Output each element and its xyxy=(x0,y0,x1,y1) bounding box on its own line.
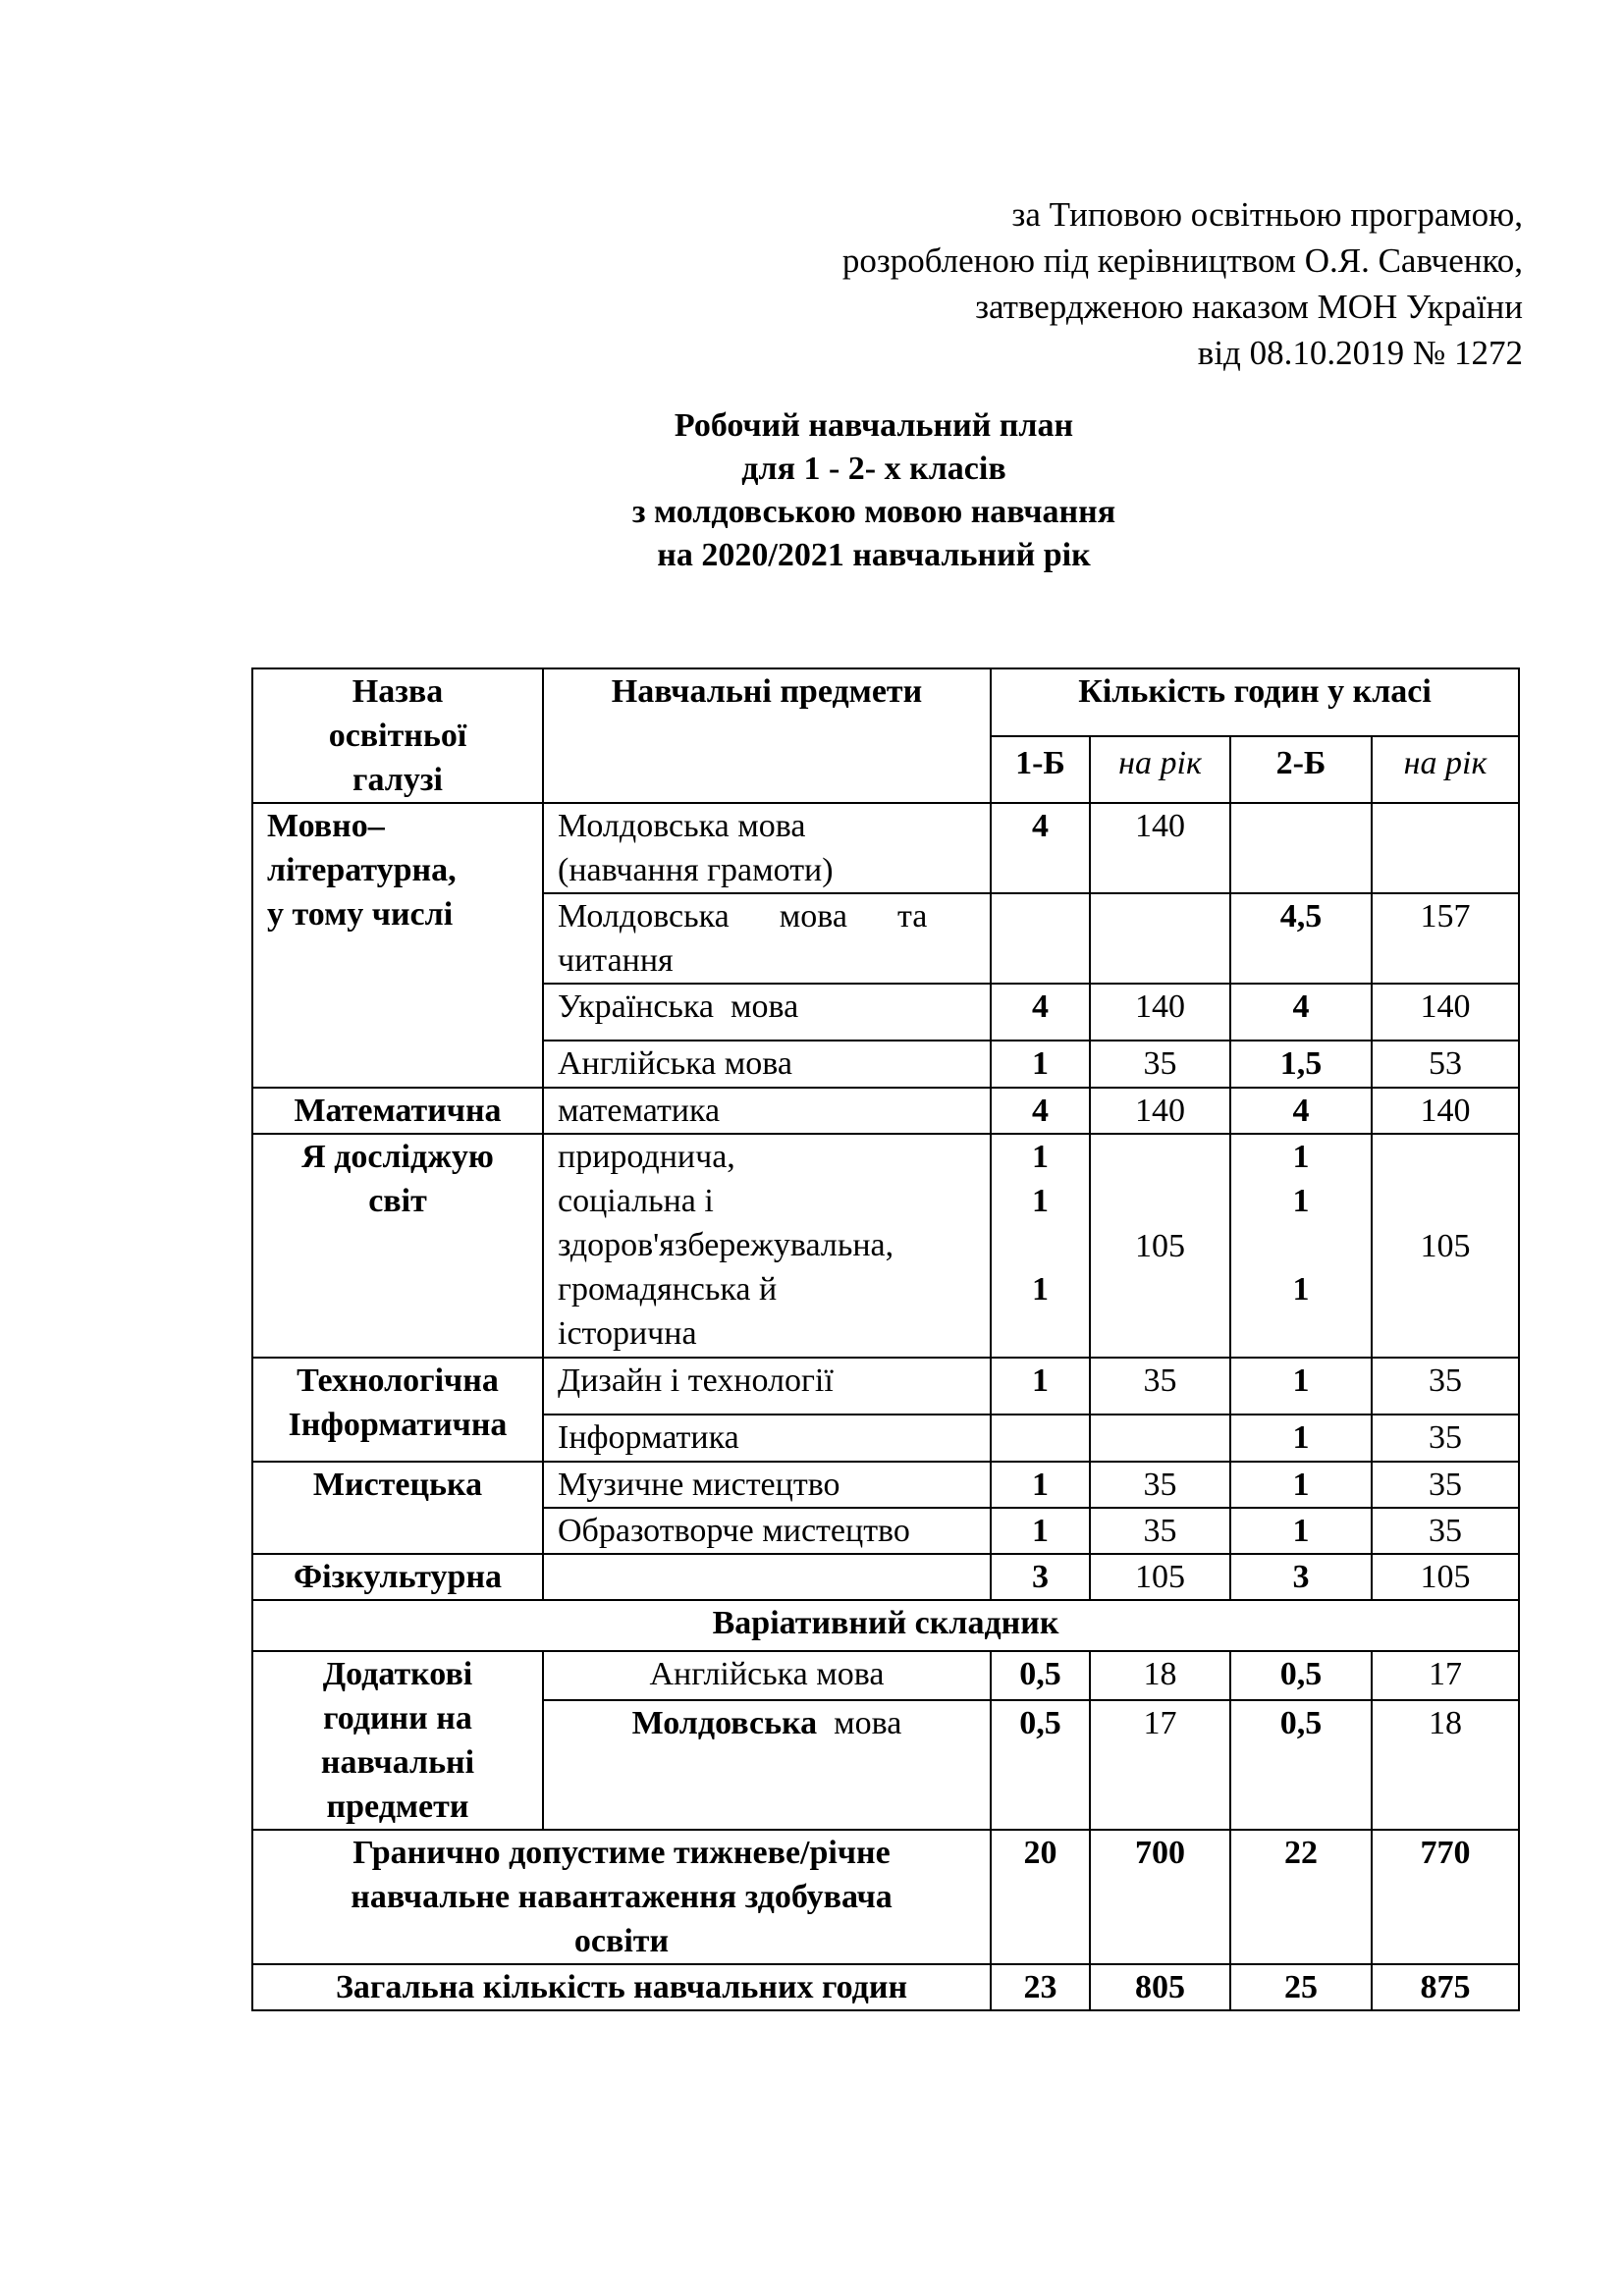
header-line: від 08.10.2019 № 1272 xyxy=(1197,334,1523,372)
table-header-row xyxy=(252,668,1519,736)
area-line: літературна, xyxy=(267,852,457,888)
area-line: Мовно– xyxy=(267,808,385,844)
class1-hours: 1 xyxy=(991,1041,1090,1088)
year1-hours: 140 xyxy=(1090,803,1230,893)
year1-hours: 105 xyxy=(1090,1554,1230,1600)
class2-hours: 0,5 xyxy=(1230,1651,1372,1700)
header-line: за Типовою освітньою програмою, xyxy=(1011,195,1523,234)
area-line: Я досліджую xyxy=(301,1139,494,1175)
title-line: з молдовською мовою навчання xyxy=(631,494,1116,530)
class1-hours: 0,5 xyxy=(991,1700,1090,1830)
year2-hours: 35 xyxy=(1372,1508,1519,1554)
limit-line: навчальне навантаження здобувача xyxy=(351,1879,893,1915)
table-row xyxy=(252,1554,1519,1600)
year1-hours xyxy=(1090,1415,1230,1462)
header-class2: 2-Б xyxy=(1230,736,1372,804)
area-phys: Фізкультурна xyxy=(252,1554,543,1600)
total-label: Загальна кількість навчальних годин xyxy=(252,1964,991,2010)
area-lang xyxy=(252,803,543,1088)
subject-cell: Інформатика xyxy=(543,1415,991,1462)
year1-hours: 35 xyxy=(1090,1041,1230,1088)
year1-hours: 35 xyxy=(1090,1462,1230,1508)
class2-hours: 4,5 xyxy=(1230,893,1372,984)
class2-hours xyxy=(1230,1134,1372,1358)
class2-hours: 1 xyxy=(1230,1508,1372,1554)
table-row xyxy=(252,1964,1519,2010)
subject-line: історична xyxy=(558,1315,697,1352)
subject-line: (навчання грамоти) xyxy=(558,852,834,888)
year2-hours: 875 xyxy=(1372,1964,1519,2010)
year2-hours: 105 xyxy=(1372,1554,1519,1600)
class2-hours: 1 xyxy=(1230,1462,1372,1508)
subject-cell xyxy=(543,893,991,984)
title-line: Робочий навчальний план xyxy=(674,407,1074,444)
subject-line: Молдовська мова та xyxy=(558,898,928,934)
area-line: у тому числі xyxy=(267,896,454,933)
subject-cell: Англійська мова xyxy=(543,1651,991,1700)
class2-hours: 1 xyxy=(1230,1358,1372,1415)
header-year2: на рік xyxy=(1372,736,1519,804)
variative-heading: Варіативний складник xyxy=(252,1600,1519,1651)
limit-line: освіти xyxy=(573,1923,670,1959)
subject-cell xyxy=(543,1700,991,1830)
year1-hours: 17 xyxy=(1090,1700,1230,1830)
year2-hours: 157 xyxy=(1372,893,1519,984)
subject-rest: мова xyxy=(817,1705,902,1741)
area-line: Додаткові xyxy=(322,1656,473,1692)
year2-hours: 17 xyxy=(1372,1651,1519,1700)
table-row xyxy=(252,1358,1519,1415)
subject-line: Молдовська мова xyxy=(558,808,806,844)
class1-hours: 4 xyxy=(991,984,1090,1041)
curriculum-table xyxy=(251,667,1520,2011)
year2-hours: 35 xyxy=(1372,1358,1519,1415)
year1-hours: 805 xyxy=(1090,1964,1230,2010)
year1-hours: 35 xyxy=(1090,1358,1230,1415)
header-area-line: галузі xyxy=(352,762,443,798)
subject-cell xyxy=(543,1554,991,1600)
area-line: предмети xyxy=(326,1789,469,1825)
year2-hours: 18 xyxy=(1372,1700,1519,1830)
subject-bold: Молдовська xyxy=(631,1705,818,1741)
subject-cell: Англійська мова xyxy=(543,1041,991,1088)
class1-hours: 1 xyxy=(991,1358,1090,1415)
table-row xyxy=(252,1651,1519,1700)
area-line: Технологічна xyxy=(297,1362,499,1399)
table-row xyxy=(252,1462,1519,1508)
hours-line xyxy=(1231,1223,1371,1267)
year2-hours xyxy=(1372,803,1519,893)
title-line: на 2020/2021 навчальний рік xyxy=(657,537,1091,573)
year1-hours: 700 xyxy=(1090,1830,1230,1964)
class1-hours: 3 xyxy=(991,1554,1090,1600)
subject-line: громадянська й xyxy=(558,1271,778,1308)
header-line: розробленою під керівництвом О.Я. Савченко, xyxy=(841,241,1523,280)
area-extra xyxy=(252,1651,543,1830)
table-row xyxy=(252,1830,1519,1964)
class2-hours xyxy=(1230,803,1372,893)
subject-cell xyxy=(543,803,991,893)
class2-hours: 1,5 xyxy=(1230,1041,1372,1088)
area-world xyxy=(252,1134,543,1358)
title-line: для 1 - 2- х класів xyxy=(741,451,1006,487)
subject-cell: математика xyxy=(543,1088,991,1134)
area-math: Математична xyxy=(252,1088,543,1134)
header-year1: на рік xyxy=(1090,736,1230,804)
area-line: Інформатична xyxy=(288,1407,508,1443)
table-row xyxy=(252,803,1519,893)
class1-hours xyxy=(991,893,1090,984)
table-row xyxy=(252,1088,1519,1134)
header-area-line: Назва xyxy=(352,673,444,710)
year1-hours: 140 xyxy=(1090,984,1230,1041)
header-line: затвердженою наказом МОН України xyxy=(975,288,1523,326)
class1-hours: 20 xyxy=(991,1830,1090,1964)
header-subjects-cell: Навчальні предмети xyxy=(543,668,991,803)
year1-hours: 18 xyxy=(1090,1651,1230,1700)
year2-hours: 35 xyxy=(1372,1415,1519,1462)
class1-hours: 1 xyxy=(991,1508,1090,1554)
hours-line: 1 xyxy=(1292,1139,1310,1175)
subject-cell xyxy=(543,1134,991,1358)
header-area-line: освітньої xyxy=(328,718,467,754)
header-hours-cell: Кількість годин у класі xyxy=(991,668,1519,736)
area-line: навчальні xyxy=(320,1744,475,1781)
class2-hours: 4 xyxy=(1230,1088,1372,1134)
year1-hours: 140 xyxy=(1090,1088,1230,1134)
subject-line: читання xyxy=(558,942,674,979)
subject-line: соціальна і xyxy=(558,1183,714,1219)
year2-hours: 140 xyxy=(1372,984,1519,1041)
limit-line: Гранично допустиме тижневе/річне xyxy=(352,1835,891,1871)
class1-hours: 4 xyxy=(991,803,1090,893)
table-row xyxy=(252,1134,1519,1358)
subject-cell: Дизайн і технології xyxy=(543,1358,991,1415)
year1-hours xyxy=(1090,893,1230,984)
year2-hours: 105 xyxy=(1372,1134,1519,1358)
hours-line: 1 xyxy=(1292,1183,1310,1219)
hours-line: 1 xyxy=(1292,1271,1310,1308)
year2-hours: 35 xyxy=(1372,1462,1519,1508)
class2-hours: 1 xyxy=(1230,1415,1372,1462)
class2-hours: 3 xyxy=(1230,1554,1372,1600)
subject-line: здоров'язбережувальна, xyxy=(558,1227,894,1263)
document-header xyxy=(842,191,1523,376)
header-class1: 1-Б xyxy=(991,736,1090,804)
class2-hours: 0,5 xyxy=(1230,1700,1372,1830)
area-tech xyxy=(252,1358,543,1462)
class1-hours: 4 xyxy=(991,1088,1090,1134)
class1-hours: 1 xyxy=(991,1462,1090,1508)
hours-line: 1 xyxy=(1032,1271,1049,1308)
year2-hours: 770 xyxy=(1372,1830,1519,1964)
area-line: години на xyxy=(323,1700,472,1736)
hours-line xyxy=(992,1223,1089,1267)
class2-hours: 4 xyxy=(1230,984,1372,1041)
class1-hours: 0,5 xyxy=(991,1651,1090,1700)
subject-cell: Музичне мистецтво xyxy=(543,1462,991,1508)
class2-hours: 25 xyxy=(1230,1964,1372,2010)
class1-hours: 23 xyxy=(991,1964,1090,2010)
year2-hours: 53 xyxy=(1372,1041,1519,1088)
header-area-cell xyxy=(252,668,543,803)
year1-hours: 35 xyxy=(1090,1508,1230,1554)
table-row xyxy=(252,1600,1519,1651)
area-line: світ xyxy=(368,1183,427,1219)
year2-hours: 140 xyxy=(1372,1088,1519,1134)
subject-line: природнича, xyxy=(558,1139,735,1175)
hours-line: 1 xyxy=(1032,1139,1049,1175)
subject-cell: Українська мова xyxy=(543,984,991,1041)
limit-label xyxy=(252,1830,991,1964)
document-title xyxy=(0,404,1624,577)
class1-hours xyxy=(991,1415,1090,1462)
hours-line: 1 xyxy=(1032,1183,1049,1219)
year1-hours: 105 xyxy=(1090,1134,1230,1358)
class2-hours: 22 xyxy=(1230,1830,1372,1964)
class1-hours xyxy=(991,1134,1090,1358)
area-art: Мистецька xyxy=(252,1462,543,1554)
subject-cell: Образотворче мистецтво xyxy=(543,1508,991,1554)
